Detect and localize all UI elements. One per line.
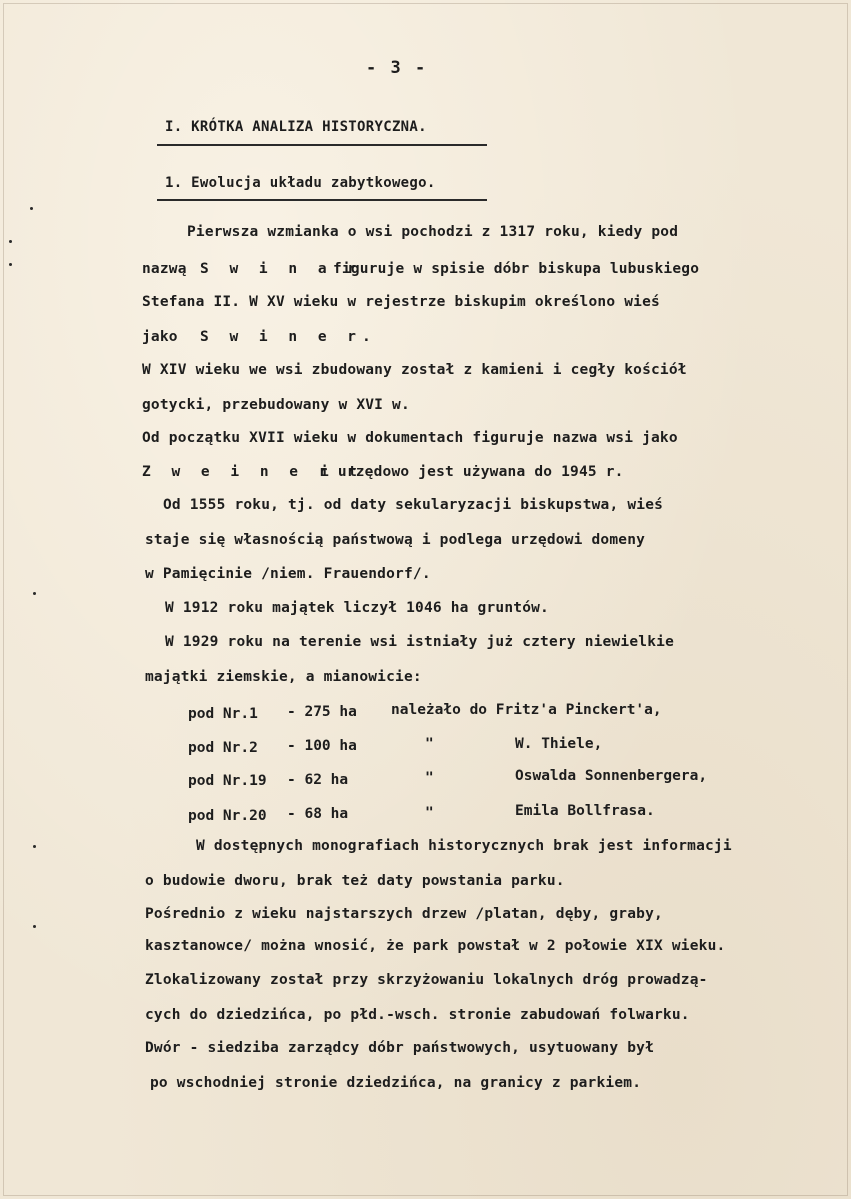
paper-speck bbox=[9, 263, 12, 266]
paper-speck bbox=[30, 207, 33, 210]
text-line: Pośrednio z wieku najstarszych drzew /platan, dęby, graby, bbox=[145, 906, 663, 922]
paper-speck bbox=[33, 592, 36, 595]
text-line: jako bbox=[142, 329, 178, 345]
text-line: W 1929 roku na terenie wsi istniały już cztery niewielkie bbox=[165, 634, 674, 650]
estate-number: pod Nr.1 bbox=[188, 706, 258, 722]
place-name-spaced: S w i n a r bbox=[200, 261, 363, 277]
text-line: W dostępnych monografiach historycznych brak jest informacji bbox=[196, 838, 732, 854]
estate-owner: W. Thiele, bbox=[515, 736, 603, 752]
text-line: nazwą bbox=[142, 261, 187, 277]
text-line: Stefana II. W XV wieku w rejestrze biskupim określono wieś bbox=[142, 294, 660, 310]
text-line: po wschodniej stronie dziedzińca, na granicy z parkiem. bbox=[150, 1075, 642, 1091]
estate-number: pod Nr.19 bbox=[188, 773, 267, 789]
estate-area: - 100 ha bbox=[287, 738, 357, 754]
text-line: kasztanowce/ można wnosić, że park powstał w 2 połowie XIX wieku. bbox=[145, 938, 726, 954]
section-heading: I. KRÓTKA ANALIZA HISTORYCZNA. bbox=[165, 119, 427, 135]
text-line: majątki ziemskie, a mianowicie: bbox=[145, 669, 422, 685]
text-line: Dwór - siedziba zarządcy dóbr państwowych, usytuowany był bbox=[145, 1040, 654, 1056]
estate-area: - 68 ha bbox=[287, 806, 349, 822]
paper-speck bbox=[33, 925, 36, 928]
estate-owner: Emila Bollfrasa. bbox=[515, 803, 655, 819]
estate-owner: należało do Fritz'a Pinckert'a, bbox=[391, 702, 662, 718]
place-name-spaced: S w i n e r. bbox=[200, 329, 377, 345]
subheading-underline bbox=[157, 199, 487, 201]
text-line: o budowie dworu, brak też daty powstania parku. bbox=[145, 873, 565, 889]
text-line: Pierwsza wzmianka o wsi pochodzi z 1317 roku, kiedy pod bbox=[187, 224, 679, 240]
text-line: i urzędowo jest używana do 1945 r. bbox=[320, 464, 624, 480]
paper-speck bbox=[9, 240, 12, 243]
text-line: Od początku XVII wieku w dokumentach figuruje nazwa wsi jako bbox=[142, 430, 678, 446]
estate-area: - 275 ha bbox=[287, 704, 357, 720]
text-line: figuruje w spisie dóbr biskupa lubuskiego bbox=[333, 261, 700, 277]
estate-owner: Oswalda Sonnenbergera, bbox=[515, 768, 708, 784]
text-line: Od 1555 roku, tj. od daty sekularyzacji biskupstwa, wieś bbox=[163, 497, 664, 513]
text-line: Zlokalizowany został przy skrzyżowaniu lokalnych dróg prowadzą- bbox=[145, 972, 708, 988]
place-name-spaced: Z w e i n e r t bbox=[142, 464, 363, 480]
text-line: cych do dziedzińca, po płd.-wsch. stronie zabudowań folwarku. bbox=[145, 1007, 690, 1023]
subsection-heading: 1. Ewolucja układu zabytkowego. bbox=[165, 175, 436, 191]
estate-area: - 62 ha bbox=[287, 772, 349, 788]
ditto-mark: " bbox=[425, 770, 434, 786]
ditto-mark: " bbox=[425, 736, 434, 752]
text-line: staje się własnością państwową i podlega urzędowi domeny bbox=[145, 532, 646, 548]
ditto-mark: " bbox=[425, 805, 434, 821]
page-number: - 3 - bbox=[366, 58, 428, 78]
text-line: gotycki, przebudowany w XVI w. bbox=[142, 397, 410, 413]
text-line: W XIV wieku we wsi zbudowany został z kamieni i cegły kościół bbox=[142, 362, 687, 378]
heading-underline bbox=[157, 144, 487, 146]
text-line: W 1912 roku majątek liczył 1046 ha gruntów. bbox=[165, 600, 549, 616]
estate-number: pod Nr.20 bbox=[188, 808, 267, 824]
paper-speck bbox=[33, 845, 36, 848]
text-line: w Pamięcinie /niem. Frauendorf/. bbox=[145, 566, 431, 582]
estate-number: pod Nr.2 bbox=[188, 740, 258, 756]
